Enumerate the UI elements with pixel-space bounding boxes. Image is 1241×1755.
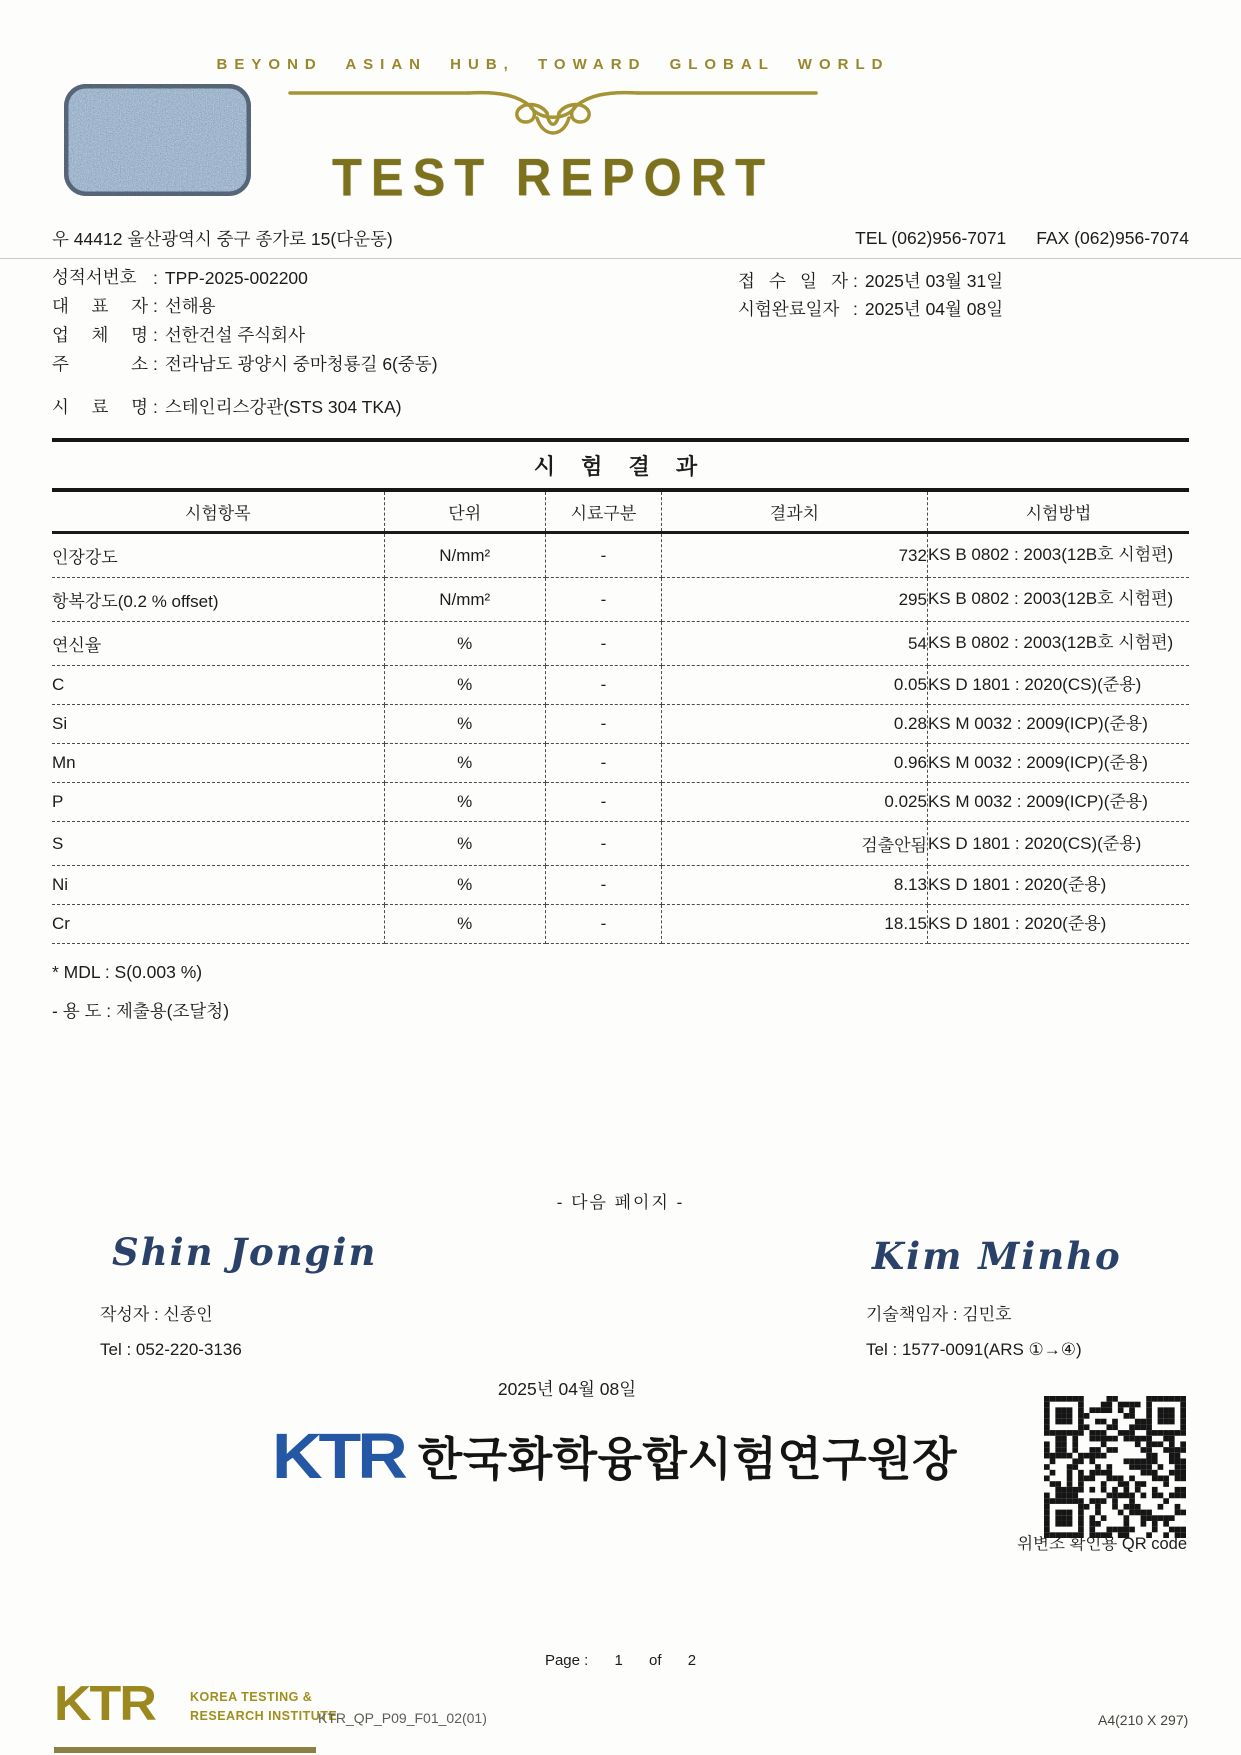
result-value-cell: 0.05 <box>661 666 927 705</box>
test-method-cell: KS B 0802 : 2003(12B호 시험편) <box>927 622 1189 666</box>
unit-cell: % <box>384 783 545 822</box>
result-row <box>52 705 1189 744</box>
organization-line <box>272 1416 957 1496</box>
sample-name-value: 스테인리스강관(STS 304 TKA) <box>164 397 402 417</box>
next-page-marker: - 다음 페이지 - <box>556 1193 685 1212</box>
completion-date-label: 시험완료일자 <box>738 299 840 319</box>
unit-cell: % <box>384 822 545 866</box>
test-method-cell: KS D 1801 : 2020(CS)(준용) <box>927 822 1189 866</box>
result-row <box>52 822 1189 866</box>
result-row <box>52 622 1189 666</box>
receipt-date-value: 2025년 03월 31일 <box>864 271 1004 291</box>
sample-division-cell: - <box>545 622 661 666</box>
sample-division-cell: - <box>545 666 661 705</box>
unit-cell: % <box>384 705 545 744</box>
representative-value: 선해용 <box>164 296 216 316</box>
page-number-line <box>0 1652 1241 1669</box>
footer-org-name <box>190 1688 337 1727</box>
sample-division-cell: - <box>545 905 661 944</box>
qr-caption: 위변조 확인용 QR code <box>1017 1535 1187 1553</box>
result-row <box>52 744 1189 783</box>
writer-name-line: 작성자 : 신종인 <box>100 1305 213 1324</box>
test-results-section <box>52 438 1189 944</box>
flourish-ornament <box>288 88 818 146</box>
organization-name: 한국화학융합시험연구원장 <box>417 1433 958 1485</box>
unit-cell: % <box>384 905 545 944</box>
unit-cell: % <box>384 866 545 905</box>
footer-paper-size: A4(210 X 297) <box>1098 1712 1189 1728</box>
result-value-cell: 54 <box>661 622 927 666</box>
address-value: 전라남도 광양시 중마청룡길 6(중동) <box>164 354 438 374</box>
ktr-logo: KTR <box>272 1420 404 1492</box>
test-item-cell: Si <box>52 705 384 744</box>
test-method-cell: KS M 0032 : 2009(ICP)(준용) <box>927 705 1189 744</box>
test-item-cell: P <box>52 783 384 822</box>
result-row <box>52 783 1189 822</box>
unit-cell: N/mm² <box>384 578 545 622</box>
fax-value: FAX (062)956-7074 <box>1036 228 1189 248</box>
representative-row: 대 표 자 : 선해용 <box>52 293 216 318</box>
test-method-cell: KS D 1801 : 2020(CS)(준용) <box>927 666 1189 705</box>
result-row <box>52 666 1189 705</box>
result-row <box>52 578 1189 622</box>
sample-name-label: 시 료 명 <box>52 397 148 417</box>
company-value: 선한건설 주식회사 <box>164 325 305 345</box>
tech-name-line: 기술책임자 : 김민호 <box>866 1305 1012 1324</box>
test-method-cell: KS D 1801 : 2020(준용) <box>927 866 1189 905</box>
result-value-cell: 8.13 <box>661 866 927 905</box>
report-number-label: 성적서번호 <box>52 267 137 287</box>
unit-cell: % <box>384 744 545 783</box>
address-label: 주 소 <box>52 354 148 374</box>
sample-division-cell: - <box>545 578 661 622</box>
address-row: 주 소 : 전라남도 광양시 중마청룡길 6(중동) <box>52 351 438 376</box>
sample-division-cell: - <box>545 866 661 905</box>
usage-note: - 용 도 : 제출용(조달청) <box>52 1001 230 1021</box>
test-item-cell: Ni <box>52 866 384 905</box>
footer-ktr-logo: KTR <box>54 1676 155 1732</box>
qr-code <box>1044 1396 1186 1538</box>
result-value-cell: 0.96 <box>661 744 927 783</box>
header-divider <box>0 258 1241 259</box>
column-header-result: 결과치 <box>661 490 927 533</box>
hologram-sticker <box>64 84 251 201</box>
test-method-cell: KS B 0802 : 2003(12B호 시험편) <box>927 533 1189 578</box>
mdl-note: * MDL : S(0.003 %) <box>52 962 203 982</box>
tech-tel-line: Tel : 1577-0091(ARS ①→④) <box>866 1340 1082 1359</box>
sample-division-cell: - <box>545 705 661 744</box>
report-number-value: TPP-2025-002200 <box>164 268 308 288</box>
result-value-cell: 732 <box>661 533 927 578</box>
receipt-date-row: 접 수 일 자 : 2025년 03월 31일 <box>738 268 1003 293</box>
test-method-cell: KS B 0802 : 2003(12B호 시험편) <box>927 578 1189 622</box>
tech-signature: Kim Minho <box>872 1234 1122 1278</box>
unit-cell: % <box>384 666 545 705</box>
test-item-cell: Mn <box>52 744 384 783</box>
completion-date-value: 2025년 04월 08일 <box>864 299 1004 319</box>
test-item-cell: 연신율 <box>52 622 384 666</box>
result-value-cell: 18.15 <box>661 905 927 944</box>
results-title: 시 험 결 과 <box>533 454 708 479</box>
unit-cell: % <box>384 622 545 666</box>
result-row <box>52 533 1189 578</box>
footer-logo-bar <box>54 1747 316 1753</box>
column-header-division: 시료구분 <box>545 490 661 533</box>
lab-address: 우 44412 울산광역시 중구 종가로 15(다운동) <box>52 229 393 249</box>
test-item-cell: S <box>52 822 384 866</box>
footer-doc-code: KTR_QP_P09_F01_02(01) <box>318 1710 487 1726</box>
writer-signature: Shin Jongin <box>112 1230 378 1274</box>
test-item-cell: 항복강도(0.2 % offset) <box>52 578 384 622</box>
sample-division-cell: - <box>545 533 661 578</box>
column-header-unit: 단위 <box>384 490 545 533</box>
receipt-date-label: 접 수 일 자 <box>738 271 848 291</box>
writer-tel-line: Tel : 052-220-3136 <box>100 1340 242 1359</box>
report-number-row: 성적서번호 : TPP-2025-002200 <box>52 264 308 289</box>
sample-name-row: 시 료 명 : 스테인리스강관(STS 304 TKA) <box>52 394 402 419</box>
test-item-cell: 인장강도 <box>52 533 384 578</box>
result-value-cell: 295 <box>661 578 927 622</box>
sample-division-cell: - <box>545 822 661 866</box>
test-item-cell: C <box>52 666 384 705</box>
results-table <box>52 488 1189 944</box>
result-value-cell: 0.025 <box>661 783 927 822</box>
result-row <box>52 866 1189 905</box>
tel-value: TEL (062)956-7071 <box>855 228 1007 248</box>
result-row <box>52 905 1189 944</box>
test-item-cell: Cr <box>52 905 384 944</box>
test-method-cell: KS M 0032 : 2009(ICP)(준용) <box>927 744 1189 783</box>
result-value-cell: 0.28 <box>661 705 927 744</box>
sample-division-cell: - <box>545 783 661 822</box>
page-label: Page : <box>544 1652 589 1669</box>
company-row: 업 체 명 : 선한건설 주식회사 <box>52 322 305 347</box>
unit-cell: N/mm² <box>384 533 545 578</box>
issue-date: 2025년 04월 08일 <box>497 1379 637 1399</box>
sample-division-cell: - <box>545 744 661 783</box>
report-title: TEST REPORT <box>331 148 775 208</box>
results-tbody <box>52 533 1189 944</box>
test-method-cell: KS D 1801 : 2020(준용) <box>927 905 1189 944</box>
column-header-item: 시험항목 <box>52 490 384 533</box>
page-current: 1 <box>614 1652 623 1669</box>
page-of: of <box>649 1652 662 1669</box>
tel-fax-line <box>855 228 1189 249</box>
column-header-method: 시험방법 <box>927 490 1189 533</box>
company-label: 업 체 명 <box>52 325 148 345</box>
header-tagline: BEYOND ASIAN HUB, TOWARD GLOBAL WORLD <box>216 56 890 73</box>
footer-org-line1: KOREA TESTING & <box>190 1690 313 1704</box>
completion-date-row: 시험완료일자 : 2025년 04월 08일 <box>738 296 1003 321</box>
page-total: 2 <box>687 1652 697 1669</box>
test-method-cell: KS M 0032 : 2009(ICP)(준용) <box>927 783 1189 822</box>
representative-label: 대 표 자 <box>52 296 148 316</box>
footer-org-line2: RESEARCH INSTITUTE <box>190 1709 338 1724</box>
result-value-cell: 검출안됨 <box>661 822 927 866</box>
results-header-row <box>52 490 1189 533</box>
